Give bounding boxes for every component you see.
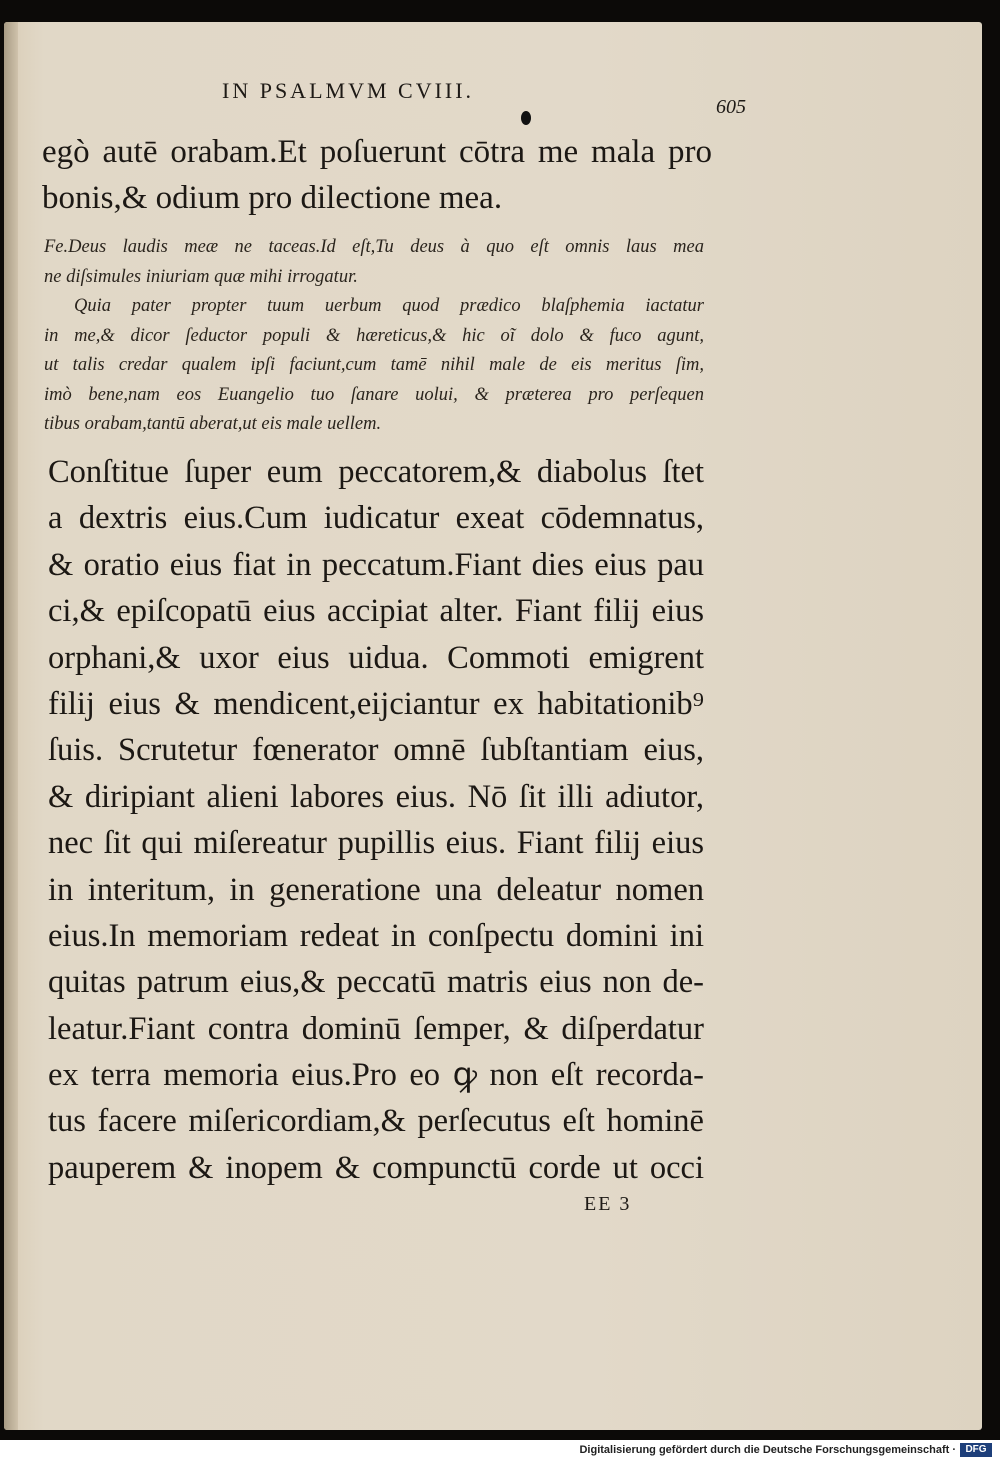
commentary-line: tibus orabam,tantū aberat,ut eis male uellem. xyxy=(44,414,382,434)
text-line: in interitum, in generatione una deleatur nomen xyxy=(48,871,704,908)
text-line: orphani,& uxor eius uidua. Commoti emigrent xyxy=(48,639,704,676)
text-line: ex terra memoria eius.Pro eo ꝙ non eſt recorda- xyxy=(48,1057,704,1094)
text-line: nec ſit qui miſereatur pupillis eius. Fiant filij eius xyxy=(48,825,704,862)
text-line: ſuis. Scrutetur fœnerator omnē ſubſtantiam eius, xyxy=(48,732,704,769)
psalm-text-main xyxy=(48,449,704,1191)
text-line: egò autē orabam.Et poſuerunt cōtra me mala pro xyxy=(42,134,712,170)
signature-mark: EE 3 xyxy=(584,1193,632,1215)
running-head: IN PSALMVM CVIII. xyxy=(222,78,475,103)
text-line: quitas patrum eius,& peccatū matris eius non de- xyxy=(48,964,704,1001)
text-line: filij eius & mendicent,eijciantur ex habitationib⁹ xyxy=(48,685,704,722)
psalm-text-top xyxy=(42,129,712,221)
commentary-line: in me,& dicor ſeductor populi & hæreticus,& hic oĩ dolo & fuco agunt, xyxy=(44,325,704,346)
text-line: Conſtitue ſuper eum peccatorem,& diabolus ſtet xyxy=(48,454,704,490)
text-line: & diripiant alieni labores eius. Nō ſit illi adiutor, xyxy=(48,778,704,815)
page-number: 605 xyxy=(716,96,746,118)
page-gutter xyxy=(4,22,18,1430)
dfg-logo[interactable]: DFG xyxy=(960,1443,992,1457)
commentary-line: Fe.Deus laudis meæ ne taceas.Id eſt,Tu deus à quo eſt omnis laus mea xyxy=(44,237,704,257)
text-line: leatur.Fiant contra dominū ſemper, & diſperdatur xyxy=(48,1010,704,1047)
text-line: & oratio eius fiat in peccatum.Fiant dies eius pau xyxy=(48,546,704,583)
ink-dot xyxy=(521,111,531,125)
commentary-block xyxy=(44,233,704,440)
text-line: ci,& epiſcopatū eius accipiat alter. Fiant filij eius xyxy=(48,593,704,630)
text-line: bonis,& odium pro dilectione mea. xyxy=(42,180,503,216)
text-line: pauperem & inopem & compunctū corde ut occi xyxy=(48,1149,704,1186)
commentary-line: Quia pater propter tuum uerbum quod prædico blaſphemia iactatur xyxy=(74,296,704,316)
funding-credit: Digitalisierung gefördert durch die Deutsche Forschungsgemeinschaft · xyxy=(579,1444,956,1456)
commentary-line: ne diſsimules iniuriam quæ mihi irrogatur. xyxy=(44,266,358,287)
text-line: eius.In memoriam redeat in conſpectu domini ini xyxy=(48,917,704,954)
text-line: a dextris eius.Cum iudicatur exeat cōdemnatus, xyxy=(48,500,704,537)
commentary-line: imò bene,nam eos Euangelio tuo ſanare uolui, & præterea pro perſequen xyxy=(44,384,704,405)
text-line: tus facere miſericordiam,& perſecutus eſt hominē xyxy=(48,1103,704,1140)
commentary-line: ut talis credar qualem ipſi faciunt,cum tamē nihil male de eis meritus ſim, xyxy=(44,355,704,375)
